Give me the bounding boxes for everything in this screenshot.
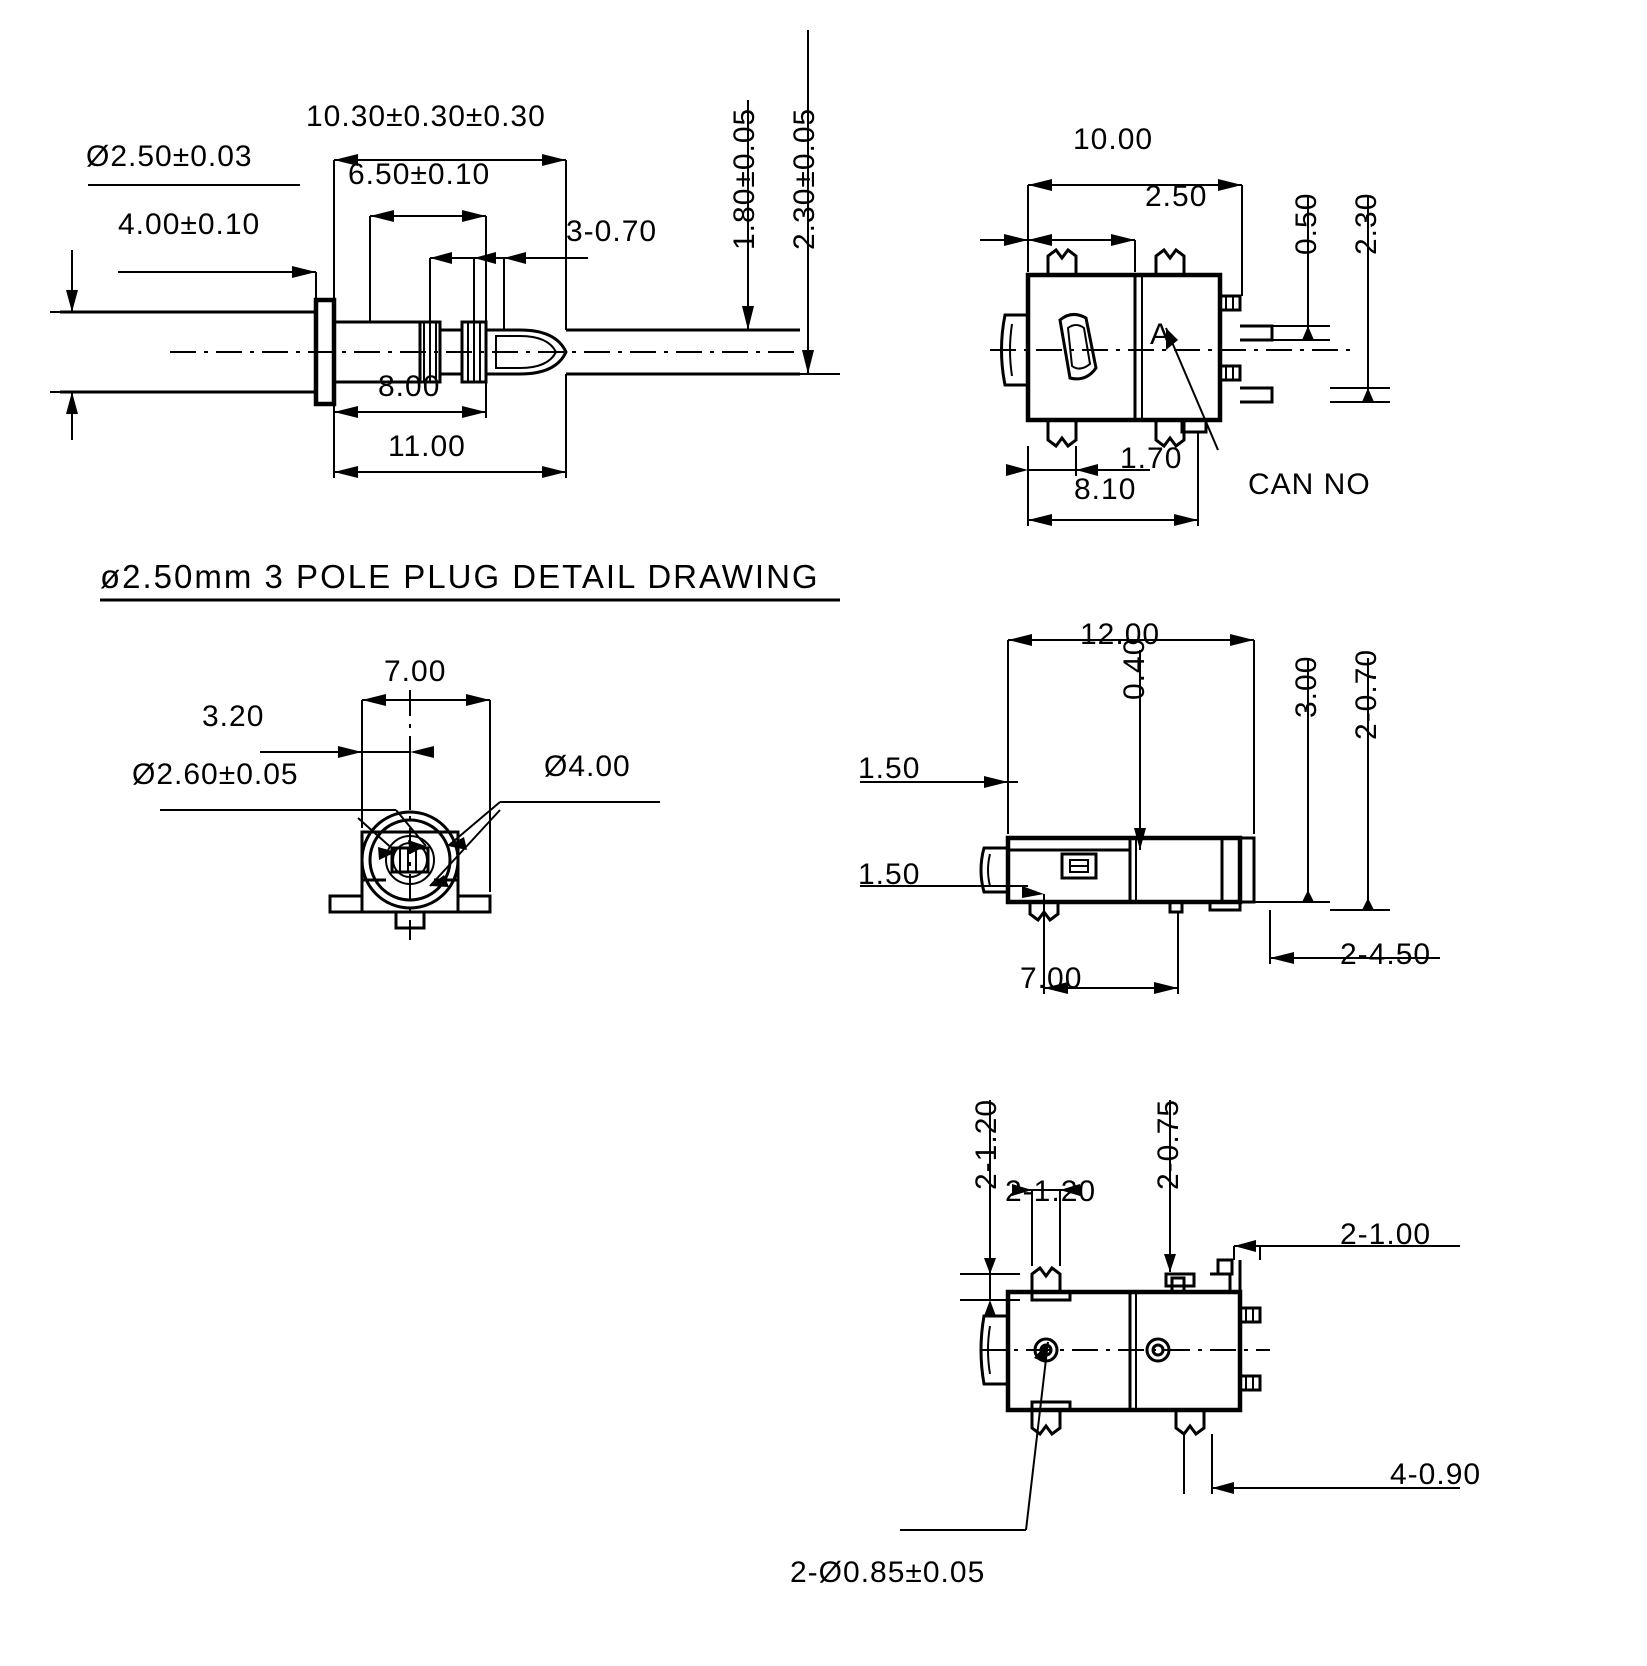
dim-plug-len-1100: 11.00 [388, 430, 466, 463]
dim-jackfront-w-320: 3.20 [202, 700, 265, 733]
plug-detail-caption: ø2.50mm 3 POLE PLUG DETAIL DRAWING [100, 558, 820, 595]
dim-plug-len-800: 8.00 [378, 370, 441, 403]
label-jacktop-leader-a: A [1150, 318, 1172, 351]
dim-plug-h-230: 2.30±0.05 [788, 107, 821, 250]
dim-plug-len-650: 6.50±0.10 [348, 158, 491, 191]
plug-detail-geometry [0, 0, 900, 620]
dim-plug-dia-250: Ø2.50±0.03 [86, 140, 253, 173]
label-jacktop-can-no: CAN NO [1248, 468, 1371, 501]
dim-jackside-h-300: 3.00 [1290, 655, 1323, 718]
dim-jackside-w-2-450: 2-4.50 [1340, 938, 1432, 971]
dim-jackfront-dia-260: Ø2.60±0.05 [132, 758, 299, 791]
dim-jackbottom-w-2-120: 2-1.20 [1005, 1175, 1097, 1208]
dim-jacktop-w-170: 1.70 [1120, 442, 1183, 475]
dim-jackside-h-040: 0.40 [1118, 637, 1151, 700]
dim-jackbottom-h-2-120: 2-1.20 [970, 1098, 1003, 1190]
dim-jackside-w-1200: 12.00 [1080, 618, 1161, 651]
dim-jackfront-w-700: 7.00 [384, 655, 447, 688]
dim-jackbottom-hole-2-085: 2-Ø0.85±0.05 [790, 1556, 986, 1589]
dim-jackside-w-150-b: 1.50 [858, 858, 921, 891]
dim-jacktop-w-1000: 10.00 [1073, 123, 1154, 156]
jack-bottom-geometry [840, 1060, 1580, 1620]
dim-jackbottom-h-2-075: 2-0.75 [1152, 1098, 1185, 1190]
dim-jackbottom-w-4-090: 4-0.90 [1390, 1458, 1482, 1491]
dim-jacktop-h-050: 0.50 [1290, 192, 1323, 255]
dim-plug-len-400: 4.00±0.10 [118, 208, 261, 241]
dim-plug-h-180: 1.80±0.05 [728, 107, 761, 250]
dim-plug-slot-3-070: 3-0.70 [566, 215, 658, 248]
dim-jacktop-w-250: 2.50 [1145, 180, 1208, 213]
dim-jackside-h-2-070: 2-0.70 [1350, 648, 1383, 740]
dim-jackfront-dia-400: Ø4.00 [544, 750, 631, 783]
jack-side-geometry [840, 610, 1580, 1040]
dim-jackside-w-700: 7.00 [1020, 962, 1083, 995]
dim-jacktop-h-230: 2.30 [1350, 192, 1383, 255]
dim-jackbottom-w-2-100: 2-1.00 [1340, 1218, 1432, 1251]
dim-jackside-w-150-a: 1.50 [858, 752, 921, 785]
dim-jacktop-w-810: 8.10 [1074, 473, 1137, 506]
dim-plug-len-1030: 10.30±0.30±0.30 [306, 100, 546, 133]
